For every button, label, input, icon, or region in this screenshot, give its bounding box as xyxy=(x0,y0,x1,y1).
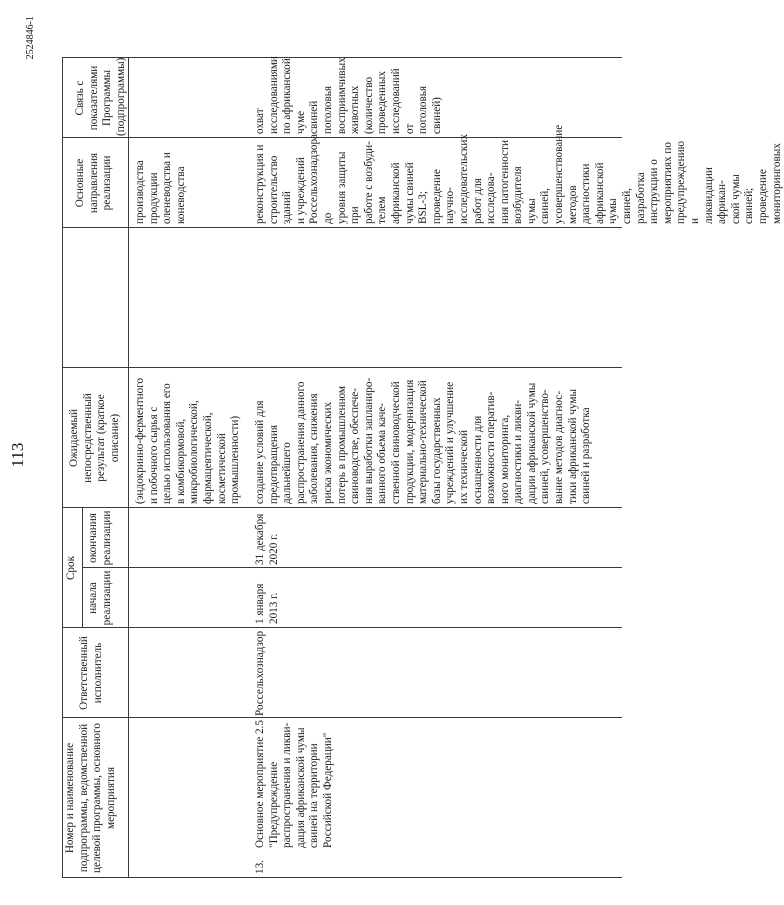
row-13-executor: Россельхознадзор xyxy=(254,630,266,716)
continuation-result: (эндокринно-ферментного и побочного сырья с целью использования его в комбикормовой, микробиологической, фармацевтической, косметической промышленности) xyxy=(134,377,242,504)
column-divider xyxy=(82,567,622,568)
continuation-directions: производства продукции оленеводства и коневодства xyxy=(134,152,187,224)
column-divider xyxy=(62,507,622,508)
header-name: Номер и наименование подпрограммы, ведомственной целевой программы, основного мероприятия xyxy=(64,723,117,873)
row-13-name: Основное мероприятие 2.5 "Предупреждение распространения и ликви- дация африканской чумы свиней на территории Российской Федерации" xyxy=(254,720,334,848)
term-divider xyxy=(82,508,83,628)
program-table xyxy=(62,56,783,878)
header-executor: Ответственный исполнитель xyxy=(78,636,104,710)
header-term-start: начала реализации xyxy=(87,570,113,626)
document-code: 2524846-1 xyxy=(25,16,36,60)
column-divider xyxy=(62,227,622,228)
header-link: Связь с показателями Программы (подпрограммы) xyxy=(74,57,127,136)
header-term: Срок xyxy=(65,555,77,581)
row-13-term-end: 31 декабря 2020 г. xyxy=(254,513,280,565)
header-term-end: окончания реализации xyxy=(87,510,113,566)
row-13-result: создание условий для предотвращения дальнейшего распространения данного заболевания, снижения риска экономических потерь в промышленном свиноводстве, обеспече- ния выработки запланиро- ванного объема каче- ственной свиноводческой продукции, модернизация материально-технической базы государственных учреждений и улучшение их технической оснащенности для возможности оператив- ного мониторинга, диагностики и ликви- дации африканской чумы свиней, усовершенство- вание методов диагнос- тики африканской чумы свиней и разработка xyxy=(254,377,593,504)
row-13-number: 13. xyxy=(254,860,266,874)
column-divider xyxy=(62,627,622,628)
row-13-directions: реконструкция и строительство зданий и учреждений Россельхознадзора до уровня защиты при работе с возбуди- телем африканской чумы свиней BSL-3; проведение научно- исследовательских работ для исследова- ния патогенности возбудителя чумы свиней, усовершенствование методов диагностики африканской чумы свиней, разработка инструкции о мероприятиях по предупреждению и ликвидации африкан- ской чумы свиней; проведение мониторинговых xyxy=(254,124,783,224)
page-number: 113 xyxy=(8,442,27,468)
header-divider xyxy=(128,57,129,878)
table-border-top xyxy=(62,57,63,878)
header-directions: Основные направления реализации xyxy=(74,152,114,214)
column-divider xyxy=(62,717,622,718)
header-result: Ожидаемый непосредственный результат (краткое описание) xyxy=(68,393,121,483)
row-13-term-start: 1 января 2013 г. xyxy=(254,583,280,624)
table-border-left xyxy=(62,877,622,878)
row-13-link: охват исследованиями по африканской чуме свиней поголовья восприимчивых животных (количество проведенных исследований от поголовья свиней) xyxy=(254,56,443,134)
